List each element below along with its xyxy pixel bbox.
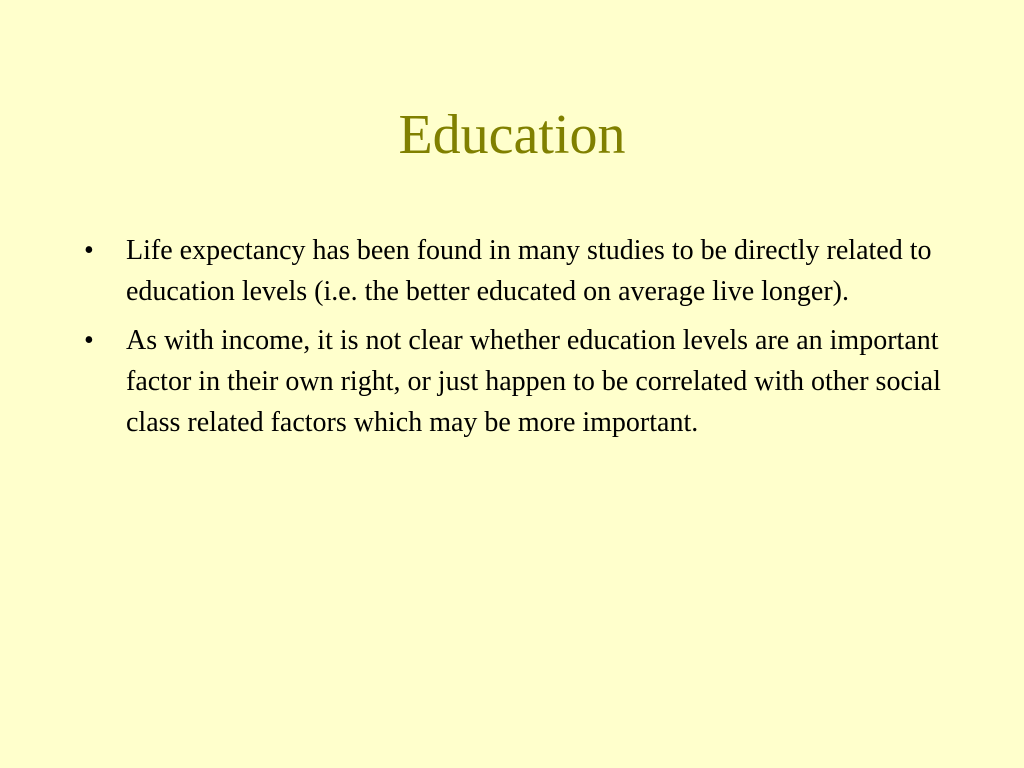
bullet-item	[84, 230, 954, 312]
bullet-text: As with income, it is not clear whether education levels are an important factor in their own right, or just happen to be correlated with other social class related factors which may be more important.	[126, 325, 941, 438]
bullet-marker: •	[84, 325, 94, 356]
slide-title: Education	[398, 104, 626, 166]
bullet-list	[84, 230, 954, 451]
bullet-item	[84, 320, 954, 443]
bullet-marker: •	[84, 235, 94, 266]
bullet-text: Life expectancy has been found in many studies to be directly related to education levels (i.e. the better educated on average live longer).	[126, 235, 932, 307]
